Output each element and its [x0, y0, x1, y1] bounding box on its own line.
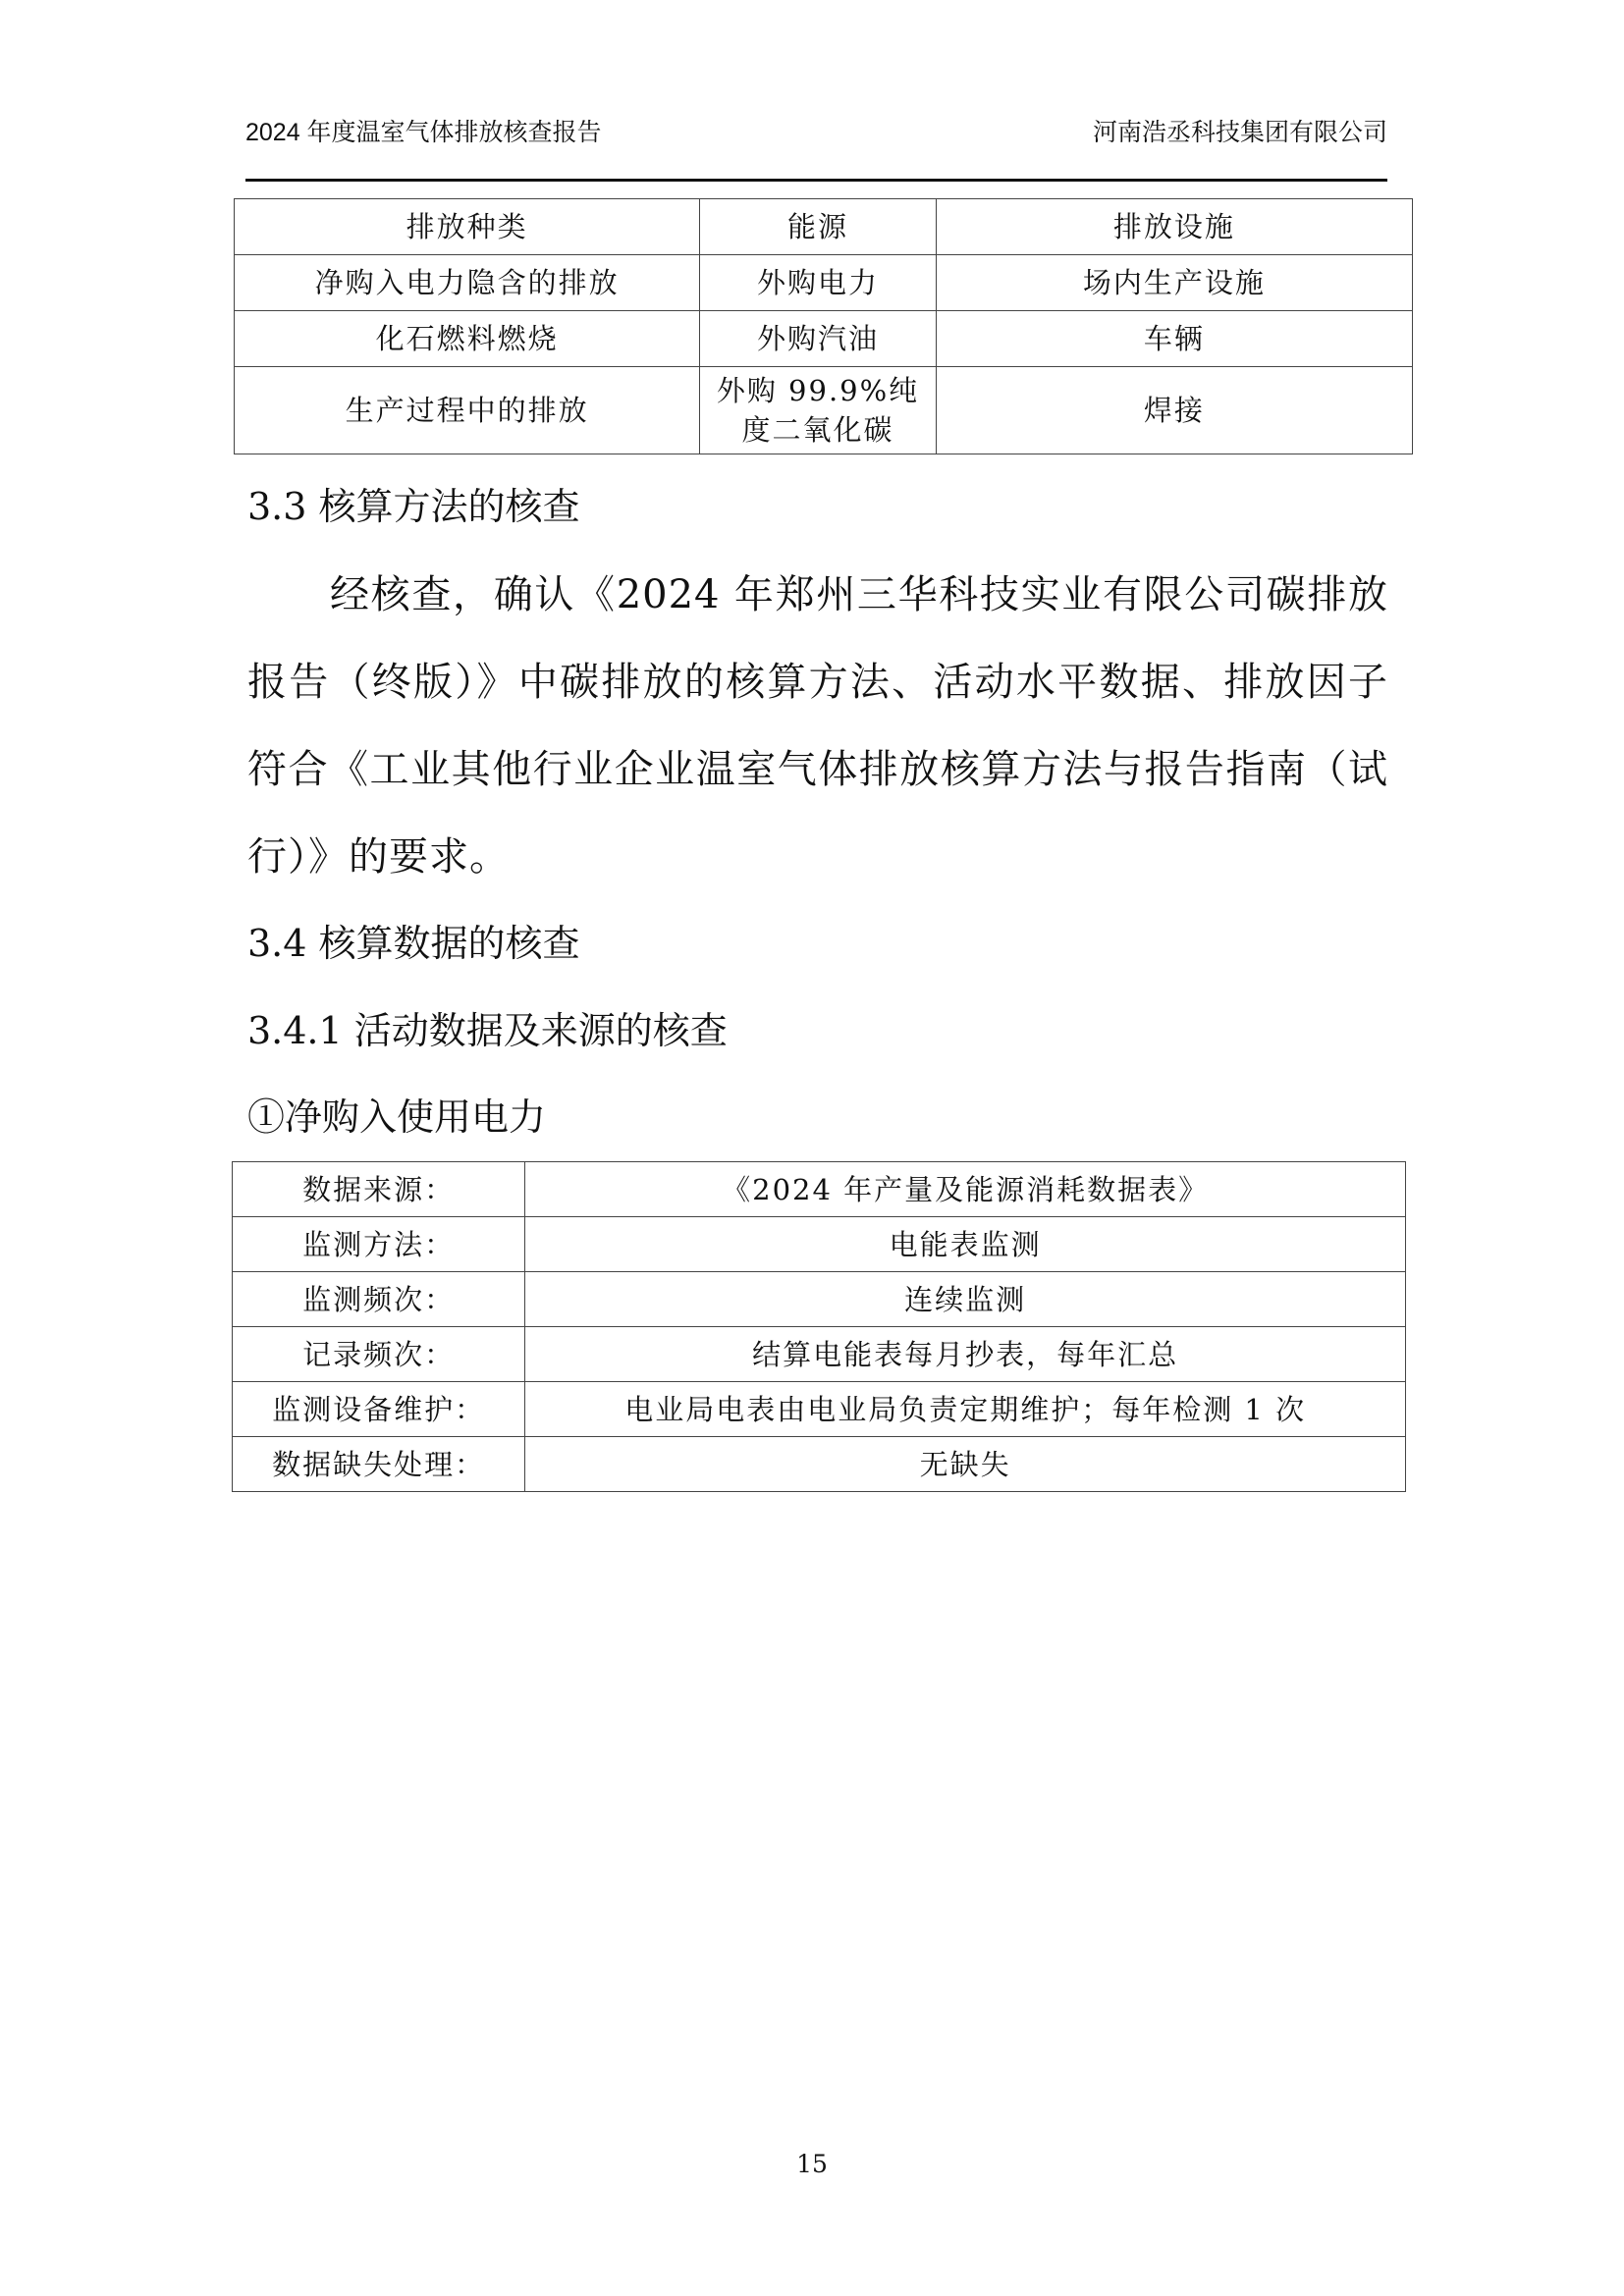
- table-value-cell: 无缺失: [525, 1437, 1406, 1492]
- table-label-cell: 数据来源：: [233, 1162, 525, 1217]
- table-cell: [700, 367, 936, 454]
- table-header-row: [235, 199, 1413, 255]
- table-label-cell: 监测设备维护：: [233, 1382, 525, 1437]
- table-row: [233, 1162, 1406, 1217]
- section-heading-3-4-1: 3.4.1 活动数据及来源的核查: [247, 1009, 728, 1052]
- table-label-cell: 监测方法：: [233, 1217, 525, 1272]
- table-cell: 外购汽油: [700, 311, 936, 367]
- electricity-data-table: [232, 1161, 1406, 1492]
- table-row: [233, 1437, 1406, 1492]
- table-row: [235, 255, 1413, 311]
- header-divider: [245, 179, 1387, 182]
- table-cell: 生产过程中的排放: [235, 367, 700, 454]
- table-header-cell: 能源: [700, 199, 936, 255]
- table-cell: 焊接: [936, 367, 1412, 454]
- table-header-cell: 排放种类: [235, 199, 700, 255]
- table-value-cell: 结算电能表每月抄表，每年汇总: [525, 1327, 1406, 1382]
- table-row: [233, 1382, 1406, 1437]
- table-cell: 车辆: [936, 311, 1412, 367]
- table-cell: 场内生产设施: [936, 255, 1412, 311]
- emission-sources-table: [234, 198, 1413, 454]
- page-number: 15: [796, 2150, 828, 2178]
- table-cell: 外购电力: [700, 255, 936, 311]
- table-value-cell: 电能表监测: [525, 1217, 1406, 1272]
- table-row: [233, 1217, 1406, 1272]
- table-cell: 化石燃料燃烧: [235, 311, 700, 367]
- table-label-cell: 监测频次：: [233, 1272, 525, 1327]
- table-row: [235, 311, 1413, 367]
- table-row: [233, 1327, 1406, 1382]
- header-company-name: 河南浩丞科技集团有限公司: [1092, 119, 1387, 146]
- table-label-cell: 数据缺失处理：: [233, 1437, 525, 1492]
- table-header-cell: 排放设施: [936, 199, 1412, 255]
- table-row: [233, 1272, 1406, 1327]
- table-value-cell: 连续监测: [525, 1272, 1406, 1327]
- paragraph-3-3: 经核查，确认《2024 年郑州三华科技实业有限公司碳排放报告（终版）》中碳排放的核算方法、活动水平数据、排放因子符合《工业其他行业企业温室气体排放核算方法与报告指南（试行）》的要求。: [247, 572, 1388, 880]
- table-value-cell: 《2024 年产量及能源消耗数据表》: [525, 1162, 1406, 1217]
- item-heading-electricity: ①净购入使用电力: [247, 1095, 547, 1139]
- table-cell-line: 度二氧化碳: [741, 413, 894, 447]
- header-report-title: 2024 年度温室气体排放核查报告: [245, 119, 602, 146]
- table-label-cell: 记录频次：: [233, 1327, 525, 1382]
- section-heading-3-3: 3.3 核算方法的核查: [247, 485, 580, 528]
- table-cell-line: 外购 99.9%纯: [716, 374, 920, 407]
- table-value-cell: 电业局电表由电业局负责定期维护；每年检测 1 次: [525, 1382, 1406, 1437]
- table-row: [235, 367, 1413, 454]
- table-cell: 净购入电力隐含的排放: [235, 255, 700, 311]
- section-heading-3-4: 3.4 核算数据的核查: [247, 922, 580, 965]
